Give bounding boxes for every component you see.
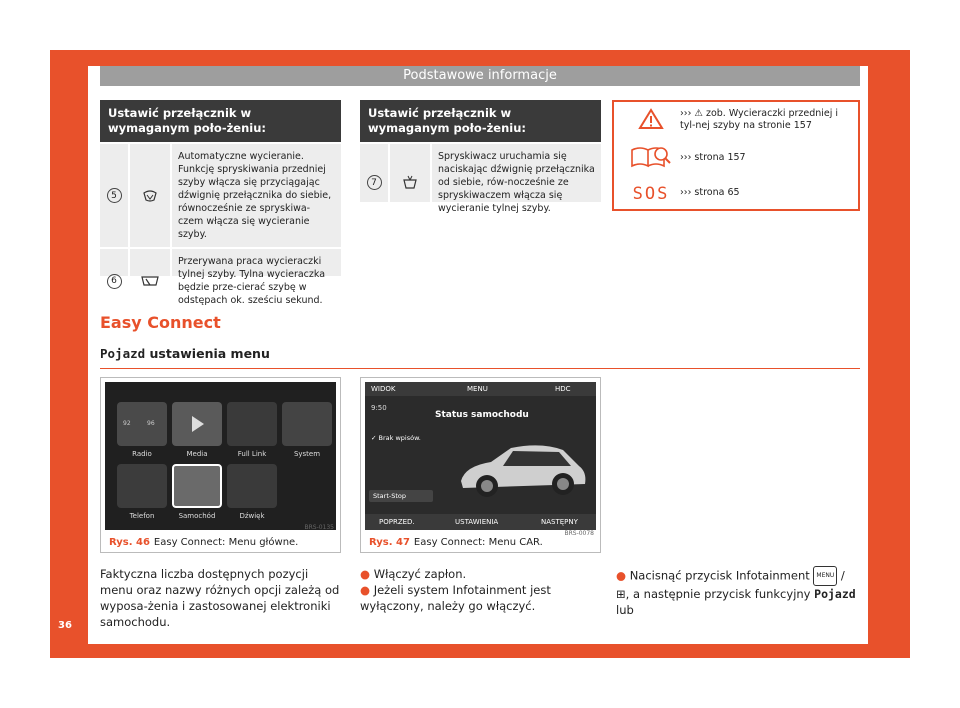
instruction-text: , a następnie przycisk funkcyjny bbox=[625, 587, 811, 601]
section-subtitle bbox=[100, 346, 270, 361]
next-button[interactable]: NASTĘPNY bbox=[541, 518, 578, 526]
bullet-text: Jeżeli system Infotainment jest wyłączony, należy go włączyć. bbox=[360, 583, 551, 613]
clock: 9:50 bbox=[371, 404, 387, 412]
row-number: 5 bbox=[107, 188, 122, 203]
car-tile bbox=[172, 464, 222, 508]
radio-value: 96 bbox=[147, 420, 155, 427]
warning-icon bbox=[622, 108, 680, 130]
menu-button-icon: MENU bbox=[813, 566, 837, 586]
reference-row bbox=[622, 144, 850, 170]
figure-caption bbox=[369, 537, 543, 548]
full-link-tile bbox=[227, 402, 277, 446]
sos-icon: SOS bbox=[632, 184, 670, 204]
reference-box bbox=[612, 100, 860, 211]
instruction-text: / bbox=[837, 568, 845, 583]
table-row bbox=[360, 142, 601, 221]
reference-text[interactable]: ››› strona 65 bbox=[680, 187, 740, 198]
tile-label: Media bbox=[186, 450, 208, 458]
system-tile bbox=[282, 402, 332, 446]
table-row bbox=[100, 247, 341, 313]
tile-label: Dźwięk bbox=[239, 512, 265, 520]
tile-label: Full Link bbox=[237, 450, 267, 458]
top-bar bbox=[365, 382, 596, 396]
table-head: Ustawić przełącznik w wymaganym poło-żeniu: bbox=[100, 100, 341, 142]
row-number: 6 bbox=[107, 274, 122, 289]
column-2 bbox=[360, 566, 601, 614]
instruction-text: lub bbox=[616, 603, 634, 617]
wiper-auto-icon bbox=[128, 144, 172, 247]
figure-46 bbox=[100, 377, 341, 553]
row-text: Spryskiwacz uruchamia się naciskając dźwignię przełącznika od siebie, rów-nocześnie ze spryskiwaczem włącza się wycieranie tylnej szyby. bbox=[438, 151, 595, 214]
table-head: Ustawić przełącznik w wymaganym poło-żeniu: bbox=[360, 100, 601, 142]
view-tab[interactable]: WIDOK bbox=[371, 385, 396, 393]
hdc-tab[interactable]: HDC bbox=[555, 385, 571, 393]
rear-washer-icon bbox=[388, 144, 432, 221]
menu-name: Pojazd bbox=[100, 346, 146, 361]
switch-table-right bbox=[360, 100, 601, 214]
book-icon bbox=[622, 144, 680, 170]
figure-47 bbox=[360, 377, 601, 553]
figure-caption-text: Easy Connect: Menu CAR. bbox=[413, 537, 543, 548]
reference-text[interactable]: ››› ⚠ zob. Wycieraczki przedniej i tyl-nej szyby na stronie 157 bbox=[680, 108, 839, 131]
row-number: 7 bbox=[367, 175, 382, 190]
tile-label: Telefon bbox=[129, 512, 155, 520]
reference-row bbox=[622, 108, 850, 132]
sound-tile bbox=[227, 464, 277, 508]
bottom-bar bbox=[365, 514, 596, 530]
column-3: ● Nacisnąć przycisk Infotainment MENU / ⊞, a następnie przycisk funkcyjny Pojazd lub bbox=[616, 566, 860, 618]
screen-title: Status samochodu bbox=[435, 410, 529, 420]
tile-label: Samochód bbox=[178, 512, 216, 520]
status-text: ✓ Brak wpisów. bbox=[371, 434, 421, 442]
figure-code: BRS-0135 bbox=[304, 524, 334, 531]
bullet-text: Włączyć zapłon. bbox=[373, 567, 467, 581]
radio-value: 92 bbox=[123, 420, 131, 427]
subtitle-rest: ustawienia menu bbox=[145, 346, 270, 361]
tile-label: Radio bbox=[132, 450, 152, 458]
rear-wiper-icon bbox=[128, 249, 172, 313]
figure-code: BRS-0078 bbox=[564, 530, 594, 537]
prev-button[interactable]: POPRZED. bbox=[379, 518, 415, 526]
table-row bbox=[100, 142, 341, 247]
status-text-value: Brak wpisów. bbox=[378, 434, 421, 442]
menu-tab[interactable]: MENU bbox=[467, 385, 488, 393]
section-divider bbox=[100, 368, 860, 369]
reference-text[interactable]: ››› strona 157 bbox=[680, 152, 746, 163]
figure-caption bbox=[109, 537, 298, 548]
row-text: Przerywana praca wycieraczki tylnej szyby. Tylna wycieraczka będzie prze-cierać szybę w odstępach ok. sześciu sekund. bbox=[178, 256, 326, 306]
section-title: Easy Connect bbox=[100, 313, 221, 332]
media-tile bbox=[172, 402, 222, 446]
page-number: 36 bbox=[58, 620, 72, 631]
switch-table-left bbox=[100, 100, 341, 306]
start-stop-label: Start-Stop bbox=[373, 492, 407, 500]
bullet-item: ● Włączyć zapłon. bbox=[360, 567, 467, 581]
tile-label: System bbox=[293, 450, 321, 458]
instruction-text: Nacisnąć przycisk Infotainment bbox=[629, 568, 810, 583]
row-text: Automatyczne wycieranie. Funkcję spryskiwania przedniej szyby włącza się przyciągając dźwignię przełącznika do siebie, równocześnie ze spryskiwa-czem włącza się wycieranie szyby. bbox=[178, 151, 332, 240]
figure-number: Rys. 47 bbox=[369, 537, 410, 548]
main-menu-screen bbox=[105, 382, 336, 530]
car-image bbox=[451, 426, 591, 506]
figure-number: Rys. 46 bbox=[109, 537, 150, 548]
start-stop-button[interactable] bbox=[369, 490, 433, 502]
column-1-text: Faktyczna liczba dostępnych pozycji menu oraz nazwy różnych opcji zależą od wyposa-żenia i zastosowanej elektroniki samochodu. bbox=[100, 567, 340, 629]
reference-row bbox=[622, 184, 850, 204]
car-menu-screen bbox=[365, 382, 596, 530]
function-button-name: Pojazd bbox=[814, 587, 856, 601]
bullet-item: ● Jeżeli system Infotainment jest wyłączony, należy go włączyć. bbox=[360, 583, 551, 613]
settings-button[interactable]: USTAWIENIA bbox=[455, 518, 499, 526]
figure-caption-text: Easy Connect: Menu główne. bbox=[153, 537, 299, 548]
radio-tile bbox=[117, 402, 167, 446]
page-header: Podstawowe informacje bbox=[100, 66, 860, 86]
grid-icon: ⊞ bbox=[616, 587, 626, 601]
phone-tile bbox=[117, 464, 167, 508]
